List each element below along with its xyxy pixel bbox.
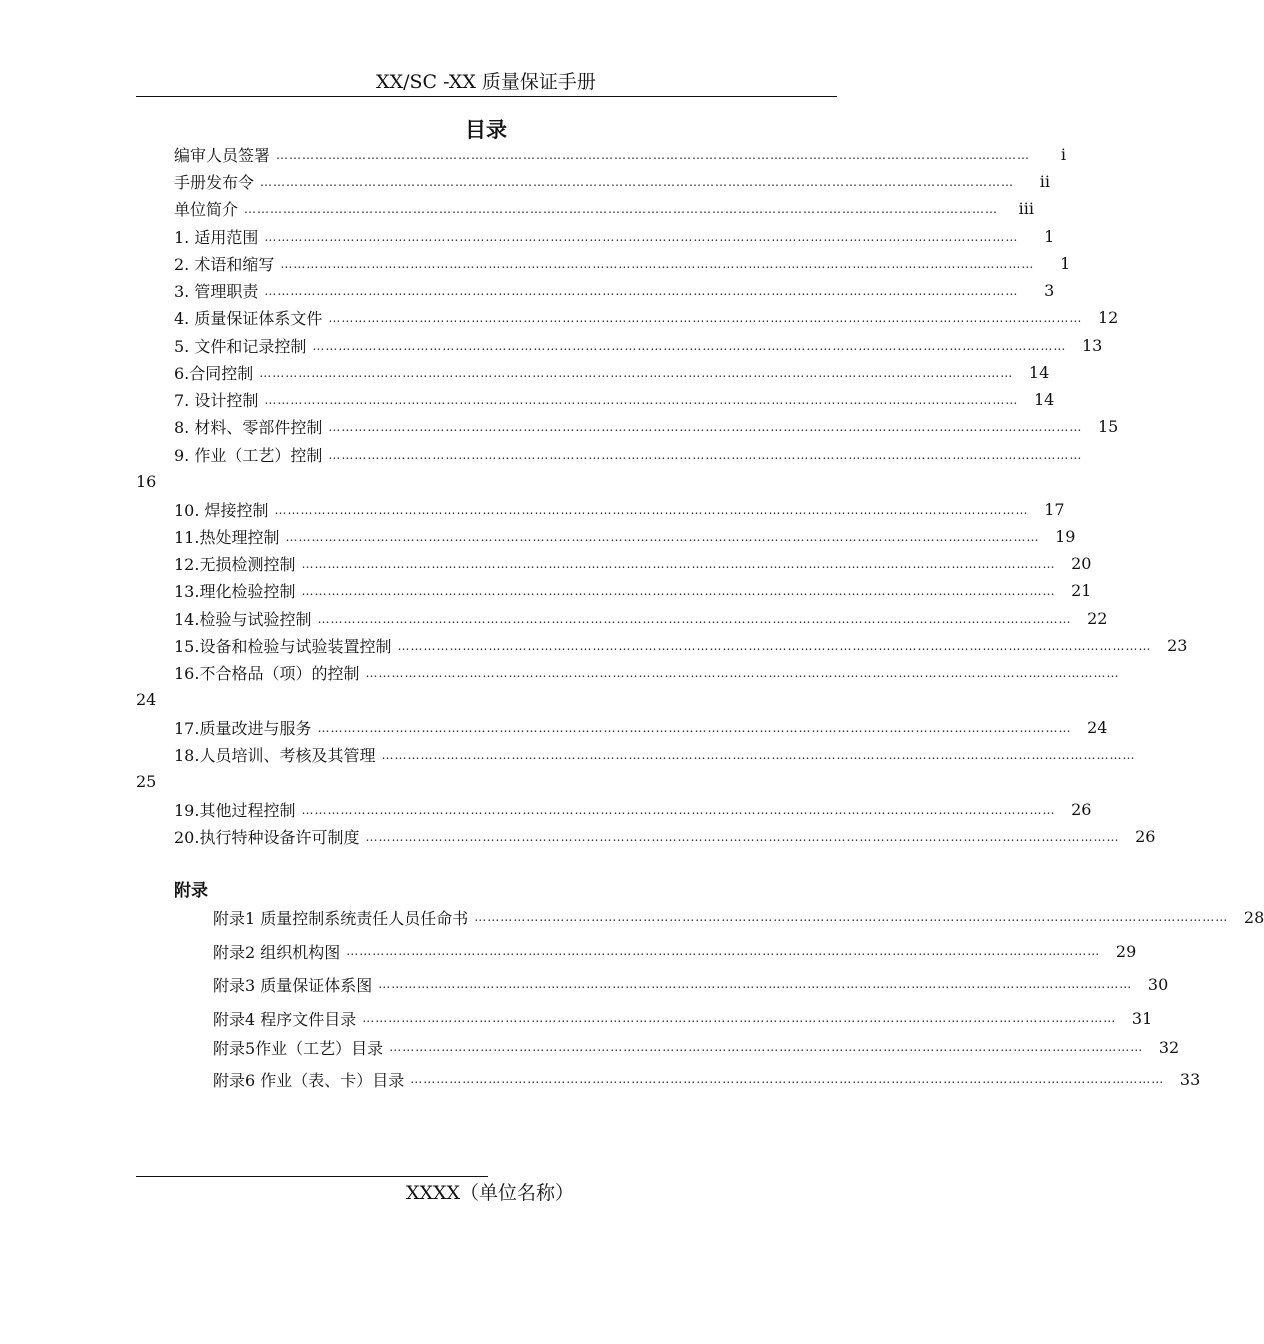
toc-entry-page: 19 [1055, 527, 1076, 546]
toc-dot-leader: ………………………………………………………………………………………………………………………………………………………… [328, 310, 1083, 325]
appendix-entry-label: 附录4 程序文件目录 [213, 1009, 357, 1029]
toc-entry[interactable] [174, 550, 1092, 577]
toc-entry-label: 18.人员培训、考核及其管理 [174, 746, 376, 765]
toc-dot-leader: ………………………………………………………………………………………………………………………………………………………… [264, 283, 1019, 298]
toc-entry-page: 22 [1087, 609, 1108, 628]
appendix-entry-page: 33 [1179, 1069, 1201, 1089]
appendix-entry-label: 附录2 组织机构图 [213, 942, 341, 962]
toc-entry-label: 7. 设计控制 [174, 391, 259, 410]
toc-dot-leader: ………………………………………………………………………………………………………………………………………………………… [301, 556, 1056, 571]
toc-entry-page: 21 [1071, 581, 1092, 600]
toc-dot-leader: ………………………………………………………………………………………………………………………………………………………… [328, 419, 1083, 434]
toc-entry[interactable] [174, 605, 1108, 632]
toc-entry-label: 4. 质量保证体系文件 [174, 309, 323, 328]
toc-entry[interactable] [174, 250, 1071, 277]
appendix-entry-page: 28 [1243, 907, 1264, 927]
toc-entry[interactable] [174, 523, 1076, 550]
toc-entry-label: 10. 焊接控制 [174, 501, 269, 520]
appendix-dot-leader: ………………………………………………………………………………………………………………………………………………………… [346, 944, 1101, 958]
toc-entry-label: 单位简介 [174, 200, 239, 219]
toc-dot-leader: ………………………………………………………………………………………………………………………………………………………… [260, 174, 1015, 189]
toc-entry-label: 2. 术语和缩写 [174, 255, 275, 274]
appendix-entry[interactable] [213, 1065, 1201, 1093]
toc-entry[interactable] [174, 741, 1136, 768]
footer-organization-name: XXXX（单位名称） [405, 1182, 575, 1204]
footer-rule [136, 1176, 488, 1177]
appendix-entry-page: 32 [1158, 1037, 1180, 1057]
toc-dot-leader: ………………………………………………………………………………………………………………………………………………………… [328, 447, 1083, 462]
toc-entry[interactable] [174, 496, 1065, 523]
toc-dot-leader: ………………………………………………………………………………………………………………………………………………………… [365, 665, 1120, 680]
toc-dot-leader: ………………………………………………………………………………………………………………………………………………………… [301, 583, 1056, 598]
toc-entry-label: 12.无损检测控制 [174, 555, 296, 574]
appendix-dot-leader: ………………………………………………………………………………………………………………………………………………………… [362, 1011, 1117, 1025]
toc-entry-page: 24 [1087, 718, 1108, 737]
appendix-entry-page: 30 [1147, 974, 1169, 994]
toc-entry[interactable] [174, 277, 1055, 304]
toc-entry-label: 3. 管理职责 [174, 282, 259, 301]
appendix-entry[interactable] [213, 1004, 1153, 1032]
appendix-entry[interactable] [213, 1033, 1180, 1061]
toc-entry-label: 11.热处理控制 [174, 528, 280, 547]
toc-entry-page-wrapped: 16 [136, 471, 157, 491]
toc-entry-page: 26 [1135, 827, 1156, 846]
toc-entry-label: 20.执行特种设备许可制度 [174, 828, 360, 847]
toc-entry[interactable] [174, 714, 1108, 741]
appendix-entry-label: 附录6 作业（表、卡）目录 [213, 1070, 405, 1090]
toc-dot-leader: ………………………………………………………………………………………………………………………………………………………… [259, 365, 1014, 380]
toc-entry-label: 9. 作业（工艺）控制 [174, 446, 323, 465]
toc-entry-page: 3 [1044, 281, 1055, 300]
toc-dot-leader: ………………………………………………………………………………………………………………………………………………………… [301, 802, 1056, 817]
toc-entry-page: 26 [1071, 800, 1092, 819]
appendix-dot-leader: ………………………………………………………………………………………………………………………………………………………… [474, 910, 1229, 924]
toc-entry[interactable] [174, 141, 1067, 168]
document-header-title: XX/SC -XX 质量保证手册 [376, 71, 596, 93]
appendix-dot-leader: ………………………………………………………………………………………………………………………………………………………… [410, 1072, 1165, 1086]
toc-entry[interactable] [174, 823, 1156, 850]
appendix-entry-label: 附录1 质量控制系统责任人员任命书 [213, 908, 469, 928]
toc-entry[interactable] [174, 577, 1092, 604]
toc-dot-leader: ………………………………………………………………………………………………………………………………………………………… [280, 256, 1035, 271]
toc-entry-page: 17 [1044, 500, 1065, 519]
toc-entry-page: 14 [1028, 363, 1050, 382]
toc-entry-page: 1 [1060, 254, 1071, 273]
appendix-entry[interactable] [213, 903, 1264, 931]
toc-entry-page: 12 [1098, 308, 1119, 327]
toc-entry-page-wrapped: 25 [136, 771, 157, 791]
appendix-entry-page: 29 [1115, 941, 1137, 961]
toc-entry-label: 5. 文件和记录控制 [174, 337, 307, 356]
toc-dot-leader: ………………………………………………………………………………………………………………………………………………………… [317, 720, 1072, 735]
appendix-entry-page: 31 [1131, 1008, 1153, 1028]
appendix-entry-label: 附录3 质量保证体系图 [213, 975, 373, 995]
toc-entry-page: 14 [1034, 390, 1055, 409]
toc-entry-page: 13 [1082, 336, 1103, 355]
toc-entry-label: 13.理化检验控制 [174, 582, 296, 601]
toc-dot-leader: ………………………………………………………………………………………………………………………………………………………… [264, 392, 1019, 407]
toc-dot-leader: ………………………………………………………………………………………………………………………………………………………… [276, 147, 1031, 162]
toc-entry-page: 23 [1167, 636, 1188, 655]
toc-entry-label: 手册发布令 [174, 173, 255, 192]
toc-dot-leader: ………………………………………………………………………………………………………………………………………………………… [312, 338, 1067, 353]
toc-dot-leader: ………………………………………………………………………………………………………………………………………………………… [381, 747, 1136, 762]
toc-dot-leader: ………………………………………………………………………………………………………………………………………………………… [244, 201, 999, 216]
toc-entry[interactable] [174, 332, 1103, 359]
toc-entry-page: 15 [1098, 417, 1119, 436]
appendix-dot-leader: ………………………………………………………………………………………………………………………………………………………… [389, 1040, 1144, 1054]
toc-entry-label: 17.质量改进与服务 [174, 719, 312, 738]
toc-entry-label: 8. 材料、零部件控制 [174, 418, 323, 437]
toc-dot-leader: ………………………………………………………………………………………………………………………………………………………… [264, 229, 1019, 244]
toc-entry[interactable] [174, 659, 1120, 686]
toc-dot-leader: ………………………………………………………………………………………………………………………………………………………… [365, 829, 1120, 844]
toc-entry-page: 20 [1071, 554, 1092, 573]
toc-entry[interactable] [174, 413, 1119, 440]
toc-entry-label: 15.设备和检验与试验装置控制 [174, 637, 392, 656]
appendix-heading: 附录 [174, 881, 208, 901]
toc-entry-label: 6.合同控制 [174, 364, 254, 383]
toc-entry[interactable] [174, 632, 1188, 659]
toc-entry-label: 1. 适用范围 [174, 228, 259, 247]
toc-entry[interactable] [174, 223, 1055, 250]
toc-entry[interactable] [174, 359, 1050, 386]
toc-entry[interactable] [174, 796, 1092, 823]
toc-title: 目录 [465, 118, 507, 142]
toc-dot-leader: ………………………………………………………………………………………………………………………………………………………… [274, 502, 1029, 517]
toc-entry-page: 1 [1044, 227, 1055, 246]
appendix-dot-leader: ………………………………………………………………………………………………………………………………………………………… [378, 977, 1133, 991]
toc-entry[interactable] [174, 195, 1035, 222]
toc-entry-label: 编审人员签署 [174, 146, 271, 165]
appendix-entry[interactable] [213, 970, 1169, 998]
toc-entry-page-wrapped: 24 [136, 689, 157, 709]
toc-entry-page: ii [1039, 172, 1051, 191]
appendix-entry[interactable] [213, 937, 1137, 965]
toc-entry-label: 19.其他过程控制 [174, 801, 296, 820]
header-rule [136, 96, 837, 97]
toc-entry[interactable] [174, 441, 1083, 468]
toc-entry-label: 16.不合格品（项）的控制 [174, 664, 360, 683]
toc-entry[interactable] [174, 304, 1119, 331]
toc-entry[interactable] [174, 386, 1055, 413]
toc-entry-label: 14.检验与试验控制 [174, 610, 312, 629]
toc-entry-page: iii [1018, 199, 1035, 218]
toc-dot-leader: ………………………………………………………………………………………………………………………………………………………… [397, 638, 1152, 653]
toc-entry[interactable] [174, 168, 1051, 195]
toc-dot-leader: ………………………………………………………………………………………………………………………………………………………… [285, 529, 1040, 544]
appendix-entry-label: 附录5作业（工艺）目录 [213, 1038, 384, 1058]
toc-dot-leader: ………………………………………………………………………………………………………………………………………………………… [317, 611, 1072, 626]
toc-entry-page: i [1060, 145, 1067, 164]
